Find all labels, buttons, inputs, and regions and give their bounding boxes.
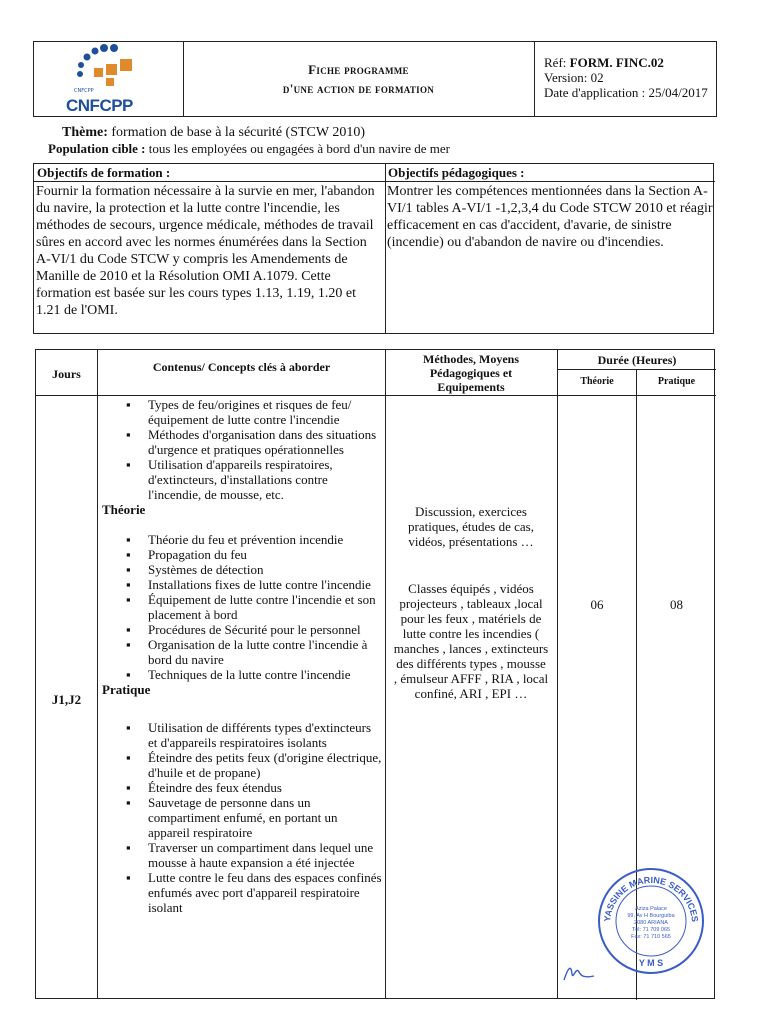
theorie-list <box>102 532 382 682</box>
header-jours: Jours <box>52 367 81 381</box>
square-bullet-icon: ▪ <box>126 667 131 682</box>
list-item: ▪ Sauvetage de personne dans un compartiment enfumé, en portant un appareil respiratoire <box>126 795 338 840</box>
square-bullet-icon: ▪ <box>126 532 131 547</box>
square-bullet-icon: ▪ <box>126 840 131 855</box>
objectives-formation-title: Objectifs de formation : <box>34 164 385 182</box>
svg-text:Y M S: Y M S <box>638 958 664 968</box>
list-item: ▪ Installations fixes de lutte contre l'incendie <box>126 577 371 592</box>
square-bullet-icon: ▪ <box>126 870 131 885</box>
list-item: ▪ Organisation de la lutte contre l'incendie à bord du navire <box>126 637 368 667</box>
square-bullet-icon: ▪ <box>126 577 131 592</box>
square-bullet-icon: ▪ <box>126 562 131 577</box>
list-item: ▪ Éteindre des petits feux (d'origine électrique, d'huile et de propane) <box>126 750 382 780</box>
header-divider <box>36 395 716 396</box>
square-bullet-icon: ▪ <box>126 795 131 810</box>
square-bullet-icon: ▪ <box>126 622 131 637</box>
document-title <box>183 42 535 116</box>
list-item: ▪ Utilisation de différents types d'extincteurs et d'appareils respiratoires isolants <box>126 720 372 750</box>
logo-cell <box>34 42 184 116</box>
theme-label: Thème: <box>62 125 108 140</box>
svg-text:Tél: 71 709 065: Tél: 71 709 065 <box>631 927 671 933</box>
signature-icon <box>562 960 596 984</box>
objectives-table <box>33 163 714 334</box>
svg-text:99, Av H Bourguiba: 99, Av H Bourguiba <box>627 913 675 919</box>
objectives-pedagogiques-title: Objectifs pédagogiques : <box>385 164 715 182</box>
version-line: Version: 02 <box>544 70 604 85</box>
population-value: tous les employées ou engagées à bord d'un navire de mer <box>148 141 451 156</box>
reference-line <box>544 55 727 70</box>
duree-theorie-value: 06 <box>590 597 604 612</box>
list-item: ▪ Méthodes d'organisation dans des situations d'urgence et pratiques opérationnelles <box>126 427 377 457</box>
list-item: ▪ Procédures de Sécurité pour le personnel <box>126 622 361 637</box>
list-item: ▪ Propagation du feu <box>126 547 247 562</box>
list-item: ▪ Équipement de lutte contre l'incendie et son placement à bord <box>126 592 376 622</box>
square-bullet-icon: ▪ <box>126 750 131 765</box>
title-line-1: Fiche programme <box>308 62 409 77</box>
column-divider <box>97 350 98 998</box>
svg-text:Aziza Palace: Aziza Palace <box>635 906 667 912</box>
title-line-2: d'une action de formation <box>282 81 435 96</box>
square-bullet-icon: ▪ <box>126 547 131 562</box>
list-item: ▪ Éteindre des feux étendus <box>126 780 282 795</box>
svg-text:Fax: 71 710 565: Fax: 71 710 565 <box>631 934 671 940</box>
methodes-text-1: Discussion, exercices pratiques, études de cas, vidéos, présentations … <box>408 504 534 549</box>
header-duree: Durée (Heures) <box>597 353 677 367</box>
list-item: ▪ Traverser un compartiment dans lequel une mousse à haute expansion a été injectée <box>126 840 374 870</box>
svg-text:2080 ARIANA: 2080 ARIANA <box>634 920 668 926</box>
square-bullet-icon: ▪ <box>126 397 131 412</box>
reference-block <box>534 42 727 129</box>
objectives-formation <box>34 164 386 333</box>
pratique-heading: Pratique <box>102 682 151 697</box>
company-stamp-icon <box>596 866 706 976</box>
list-item: ▪ Systèmes de détection <box>126 562 264 577</box>
square-bullet-icon: ▪ <box>126 637 131 652</box>
theme-value: formation de base à la sécurité (STCW 2010) <box>111 125 365 140</box>
objectives-formation-text: Fournir la formation nécessaire à la survie en mer, l'abandon du navire, la protection et la lutte contre l'incendie, les méthodes de secours, urgence médicale, méthodes de travail sûres en accord avec les normes énumérées dans la Section A-VI/1 du Code STCW y compris les Amendements de Manille de 2010 et la Résolution OMI A.1079. Cette formation est basée sur les cours types 1.13, 1.19, 1.20 et 1.21 de l'OMI. <box>36 184 375 318</box>
theme-line <box>62 125 365 141</box>
date-application: Date d'application : 25/04/2017 <box>544 85 708 100</box>
list-item: ▪ Lutte contre le feu dans des espaces confinés enfumés avec port d'appareil respiratoire isolant <box>126 870 382 915</box>
svg-text:CNFCPP: CNFCPP <box>74 88 94 94</box>
logo-text: CNFCPP <box>66 96 133 115</box>
svg-text:YASSINE MARINE SERVICES: YASSINE MARINE SERVICES <box>602 874 701 923</box>
document-header <box>33 41 717 117</box>
pratique-list <box>102 720 382 915</box>
header-contenus: Contenus/ Concepts clés à aborder <box>152 360 331 374</box>
objectives-pedagogiques <box>385 164 715 333</box>
list-item: ▪ Techniques de la lutte contre l'incendie <box>126 667 351 682</box>
list-item: ▪ Types de feu/origines et risques de feu/ équipement de lutte contre l'incendie <box>126 397 352 427</box>
intro-list <box>102 397 382 502</box>
header-theorie: Théorie <box>580 376 614 387</box>
square-bullet-icon: ▪ <box>126 592 131 607</box>
population-label: Population cible : <box>48 141 146 156</box>
list-item: ▪ Utilisation d'appareils respiratoires, d'extincteurs, d'installations contre l'incendie, de mousse, etc. <box>126 457 333 502</box>
contenus-cell <box>102 397 382 915</box>
square-bullet-icon: ▪ <box>126 780 131 795</box>
methodes-text-2: Classes équipés , vidéos projecteurs , tableaux ,local pour les feux , matériels de lutte contre les incendies ( manches , lances , extincteurs des différents types , mousse , émulseur AFFF , RIA , local confiné, ARI , EPI … <box>393 581 549 701</box>
square-bullet-icon: ▪ <box>126 457 131 472</box>
square-bullet-icon: ▪ <box>126 427 131 442</box>
row-jours: J1,J2 <box>51 692 82 707</box>
reference-label: Réf: <box>544 55 567 70</box>
header-methodes: Méthodes, Moyens Pédagogiques et Equipements <box>423 352 519 394</box>
column-divider <box>557 350 558 998</box>
objectives-pedagogiques-text: Montrer les compétences mentionnées dans la Section A-VI/1 tables A-VI/1 -1,2,3,4 du Code STCW 2010 et réagir efficacement en cas d'accident, d'avarie, de sinistre (incendie) ou d'abandon de navire ou d'incendies. <box>387 184 713 250</box>
header-pratique: Pratique <box>657 376 696 387</box>
population-line <box>48 141 450 157</box>
list-item: ▪ Théorie du feu et prévention incendie <box>126 532 344 547</box>
square-bullet-icon: ▪ <box>126 720 131 735</box>
theorie-heading: Théorie <box>102 502 146 517</box>
reference-value: FORM. FINC.02 <box>569 55 664 70</box>
duree-pratique-value: 08 <box>670 597 683 612</box>
duree-divider <box>557 369 716 370</box>
